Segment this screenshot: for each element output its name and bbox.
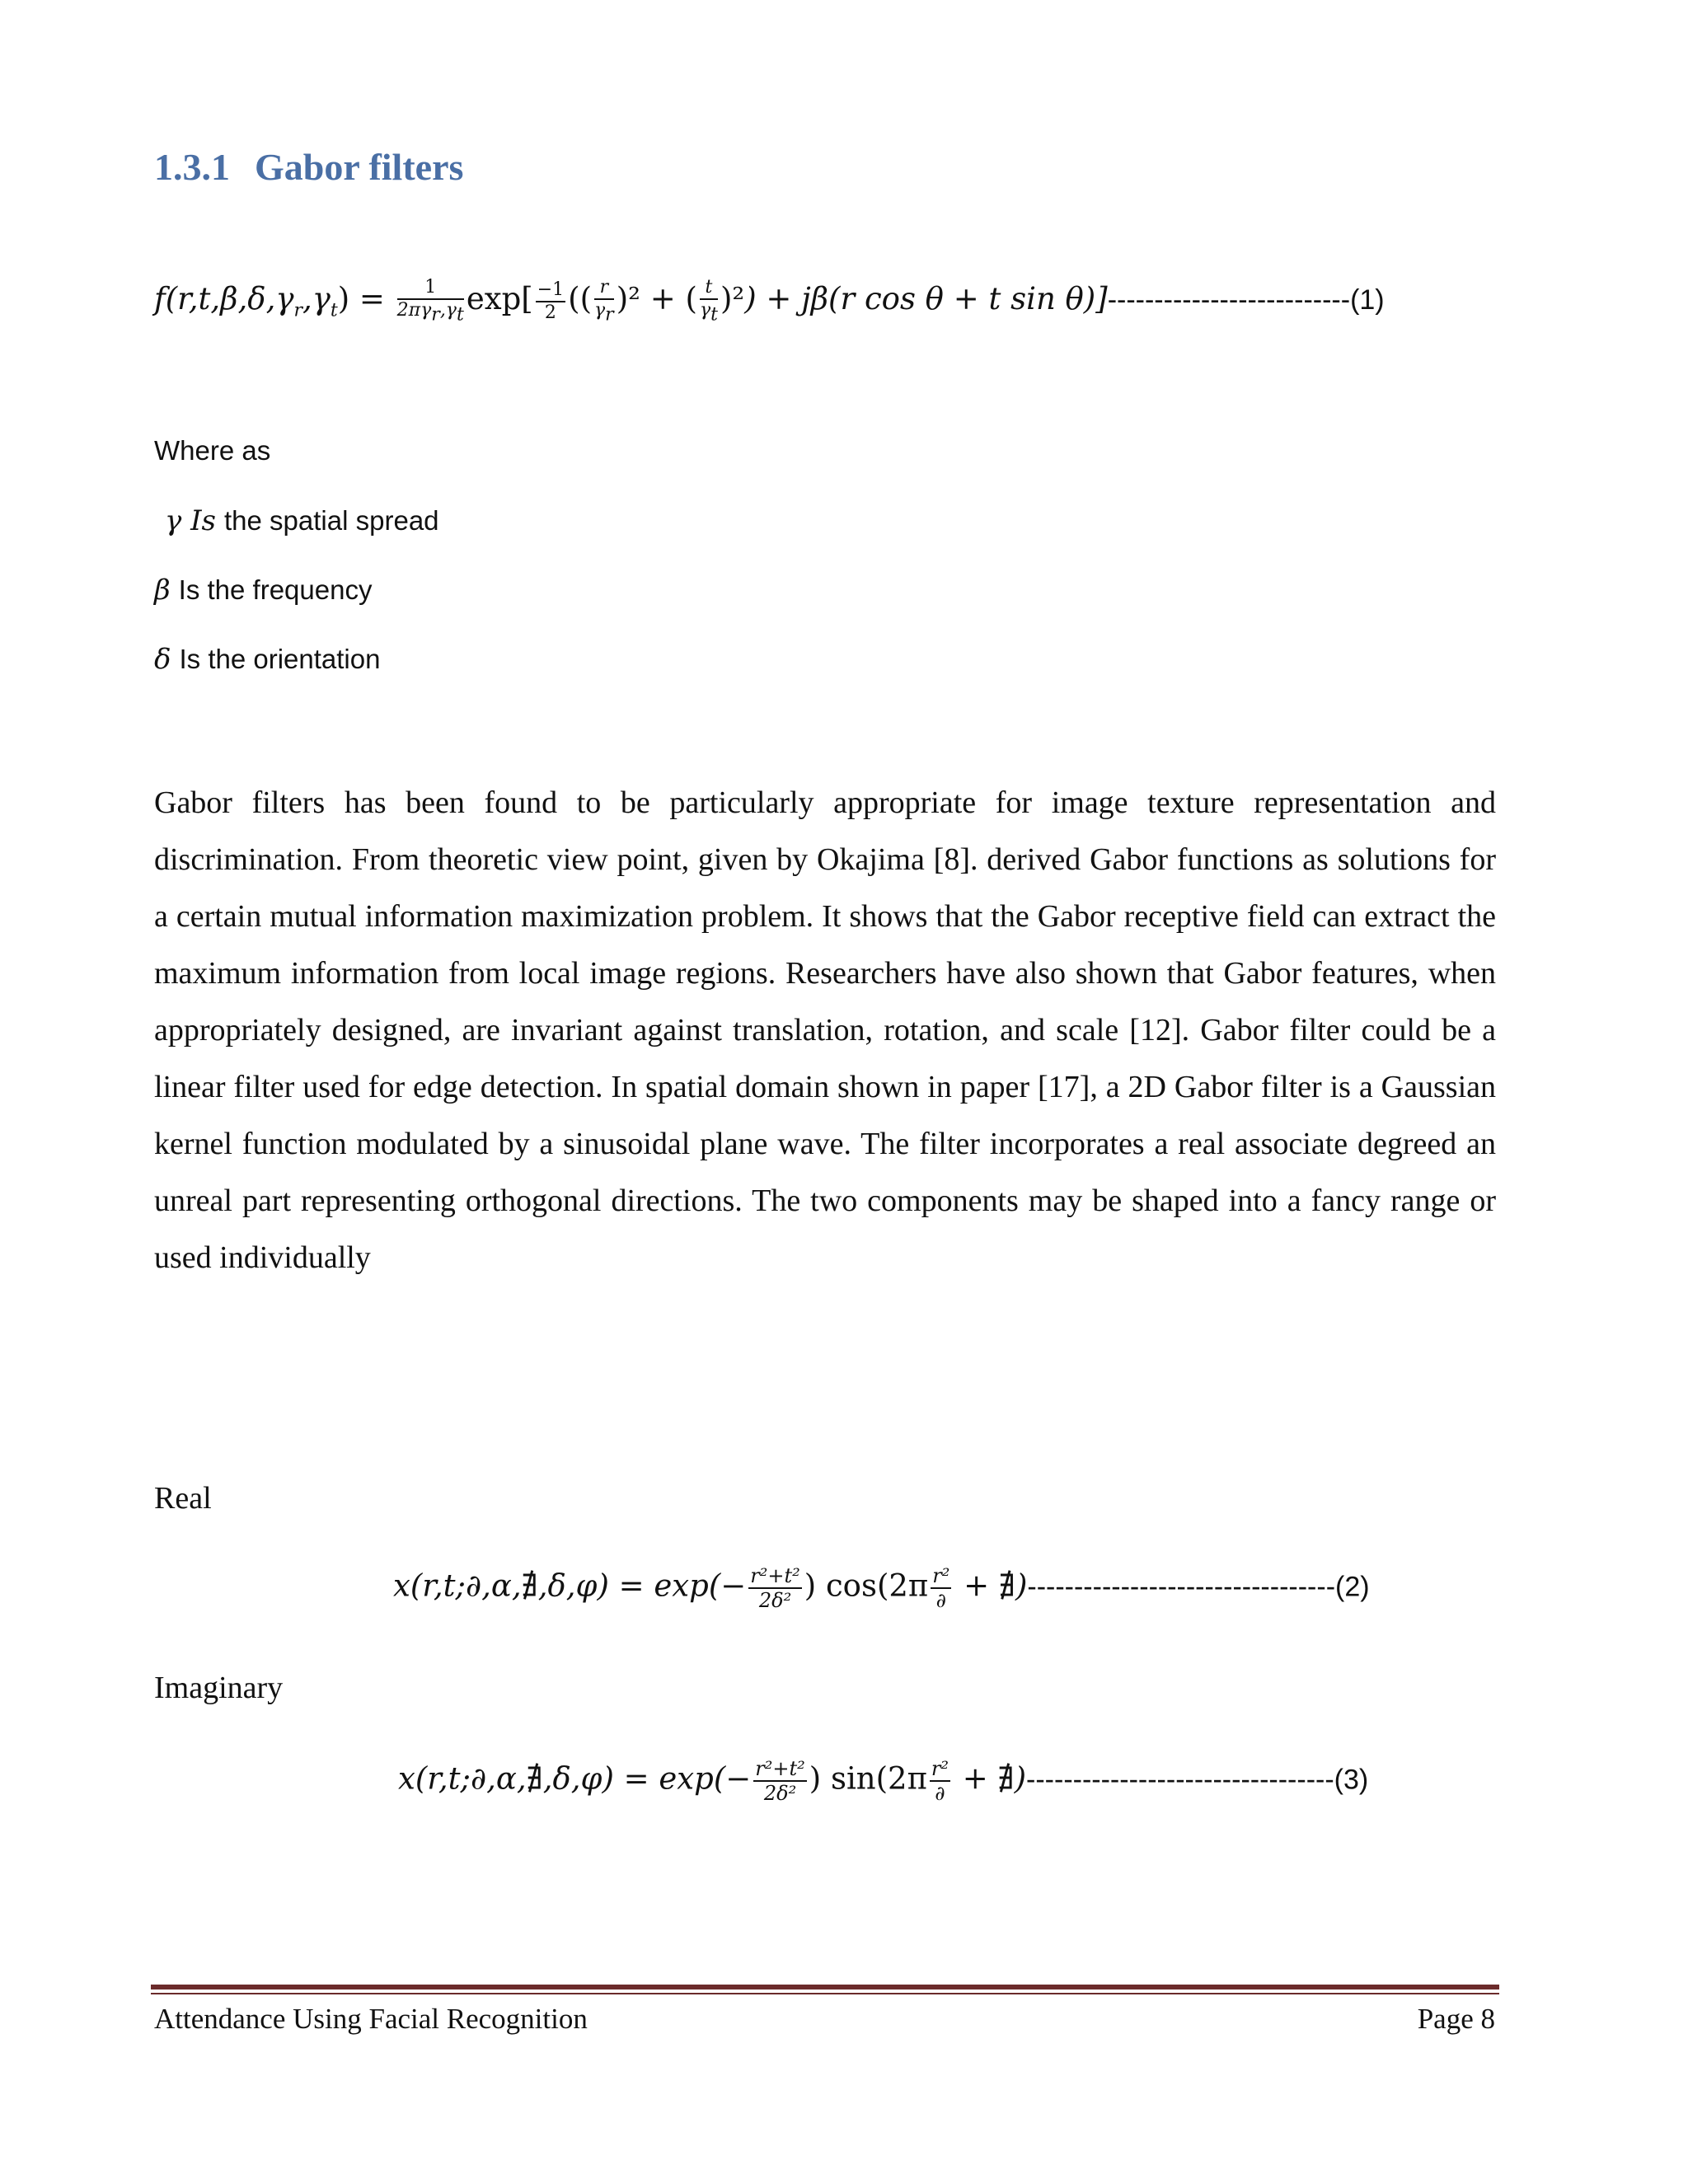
eq1-r-den-sub: r [605, 304, 614, 326]
eq1-plus: + [640, 281, 686, 317]
section-title: Gabor filters [255, 146, 464, 188]
eq2-tail: + ∄) [954, 1568, 1028, 1604]
eq1-lhs-close: ) = [337, 281, 385, 317]
beta-symbol: β [154, 574, 171, 607]
body-paragraph: Gabor filters has been found to be particularly appropriate for image texture representation and discrimination. From theoretic view point, given by Okajima [8]. derived Gabor functions as solutions for a certain mutual information maximization problem. It shows that the Gabor receptive field can extract the maximum information from local image regions. Researchers have also shown that Gabor features, when appropriately designed, are invariant against translation, rotation, and scale [12]. Gabor filter could be a linear filter used for edge detection. In spatial domain shown in paper [17], a 2D Gabor filter is a Gaussian kernel function modulated by a sinusoidal plane wave. The filter incorporates a real associate degreed an unreal part representing orthogonal directions. The two components may be shaped into a fancy range or used individually [154, 785, 1496, 1275]
where-item-beta [154, 574, 372, 607]
imaginary-label: Imaginary [154, 1671, 284, 1705]
eq1-t-numerator: t [700, 279, 718, 300]
eq1-lhs-sub-t: t [330, 300, 338, 321]
eq1-half-numerator: −1 [536, 281, 565, 302]
eq3-argument-fraction [930, 1759, 950, 1803]
eq1-exp-open: exp[ [466, 281, 533, 317]
eq1-t-denominator: γ [699, 300, 711, 321]
equation-2 [393, 1566, 1370, 1610]
eq3-arg-denominator: ∂ [935, 1782, 945, 1805]
eq3-exponent-fraction [753, 1759, 806, 1803]
eq1-lhs-sub-r: r [293, 300, 302, 321]
where-item-delta [154, 643, 380, 676]
eq1-coef-den-sub1: r [431, 304, 440, 326]
eq1-tail: ) + jβ(r cos θ + t sin θ)] [744, 281, 1108, 317]
eq1-r-fraction [594, 279, 614, 324]
equation-3 [398, 1759, 1368, 1803]
eq1-coef-numerator: 1 [397, 279, 464, 300]
eq2-number: (2) [1335, 1571, 1370, 1603]
eq1-coef-den-mid: ,γ [439, 300, 457, 321]
eq2-dashes: --------------------------------- [1027, 1571, 1336, 1603]
gamma-symbol: γ Is [165, 504, 217, 537]
eq1-frac2-open: ( [685, 281, 697, 317]
footer-page-number: Page 8 [1417, 2003, 1495, 2035]
eq1-t-den-sub: t [710, 304, 718, 326]
where-item-gamma [165, 504, 439, 537]
eq1-lhs: f(r,t,β,δ,γ [154, 281, 294, 317]
beta-description: Is the frequency [178, 574, 373, 605]
eq1-lhs-sep: ,γ [302, 281, 331, 317]
eq2-arg-numerator: r² [932, 1564, 950, 1587]
eq3-dashes: --------------------------------- [1026, 1764, 1334, 1796]
eq1-half-fraction [536, 281, 565, 322]
eq1-number: (1) [1350, 284, 1385, 316]
eq3-exp-numerator: r²+t² [755, 1757, 805, 1780]
delta-description: Is the orientation [179, 644, 381, 674]
eq2-function: ) cos(2π [804, 1568, 929, 1604]
eq1-coefficient-fraction [397, 279, 464, 324]
eq2-exponent-fraction [748, 1566, 801, 1610]
eq2-arg-denominator: ∂ [935, 1589, 946, 1612]
delta-symbol: δ [154, 643, 171, 676]
eq1-r-denominator: γ [594, 300, 606, 321]
where-intro: Where as [154, 435, 271, 466]
eq2-argument-fraction [931, 1566, 951, 1610]
eq1-square2: )² [720, 281, 745, 317]
eq1-half-denominator: 2 [544, 302, 556, 323]
section-heading [154, 145, 463, 189]
equation-1 [154, 279, 1385, 324]
eq3-number: (3) [1334, 1764, 1369, 1796]
real-label: Real [154, 1481, 212, 1516]
eq3-exp-denominator: 2δ² [763, 1782, 797, 1805]
eq1-square1: )² [616, 281, 640, 317]
section-number: 1.3.1 [154, 146, 230, 188]
eq1-paren-open: (( [568, 281, 593, 317]
gamma-description: the spatial spread [224, 505, 439, 536]
eq2-lhs: x(r,t;∂,α,∄,δ,φ) = exp(− [393, 1568, 747, 1604]
footer-divider-thin [151, 1993, 1499, 1994]
footer-divider-thick [151, 1985, 1499, 1990]
eq2-exp-denominator: 2δ² [758, 1589, 792, 1612]
eq3-function: ) sin(2π [809, 1760, 927, 1797]
eq2-exp-numerator: r²+t² [750, 1564, 800, 1587]
eq3-tail: + ∄) [953, 1760, 1027, 1797]
eq1-coef-den-sub2: t [456, 304, 464, 326]
eq1-dashes: -------------------------- [1107, 284, 1351, 316]
eq1-t-fraction [700, 279, 718, 324]
eq3-lhs: x(r,t;∂,α,∄,δ,φ) = exp(− [398, 1760, 752, 1797]
eq1-coef-denominator: 2πγ [396, 300, 432, 321]
eq1-r-numerator: r [594, 279, 614, 300]
eq3-arg-numerator: r² [931, 1757, 949, 1780]
footer-document-title: Attendance Using Facial Recognition [154, 2003, 588, 2035]
